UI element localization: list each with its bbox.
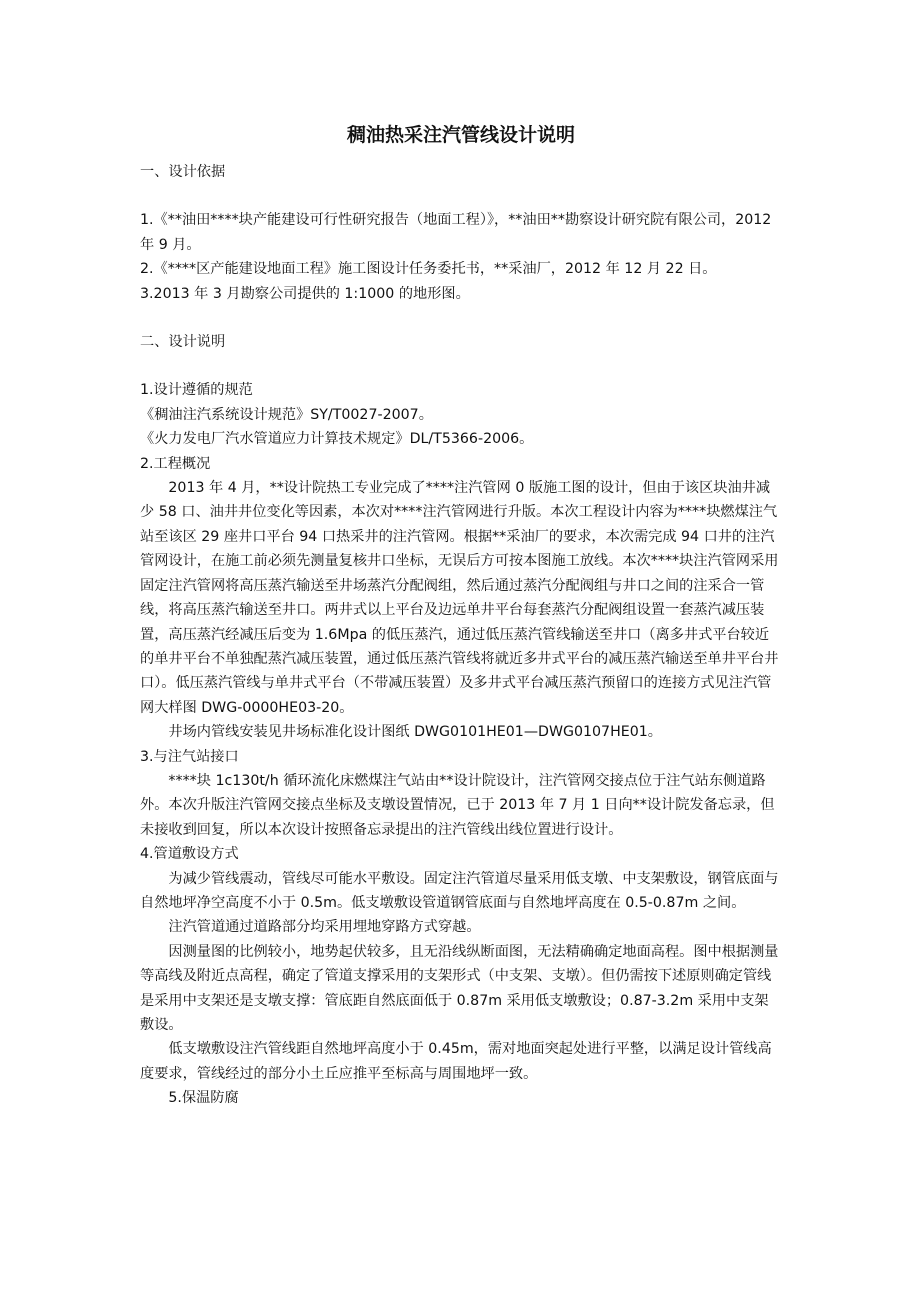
laying-paragraph-2: 注汽管道通过道路部分均采用埋地穿路方式穿越。	[168, 919, 481, 936]
subsection-heading-overview: 2.工程概况	[140, 455, 211, 472]
document-body	[140, 120, 782, 1111]
section-heading-description: 二、设计说明	[140, 334, 226, 351]
subsection-heading-insulation: 5.保温防腐	[168, 1090, 239, 1107]
laying-paragraph-3: 因测量图的比例较小，地势起伏较多，且无沿线纵断面图，无法精确确定地面高程。图中根据测量等高线及附近点高程，确定了管道支撑采用的支架形式（中支架、支墩）。但仍需按下述原则确定管线是采用中支架还是支墩支撑：管底距自然底面低于 0.87m 采用低支墩敷设；0.87-3.2m 采用中支架敷设。	[140, 943, 779, 1033]
spacer	[140, 306, 782, 330]
basis-item-1: 1.《**油田****块产能建设可行性研究报告（地面工程）》，**油田**勘察设计研究院有限公司，2012 年 9 月。	[140, 212, 772, 253]
overview-paragraph-2: 井场内管线安装见井场标准化设计图纸 DWG0101HE01—DWG0107HE01。	[168, 724, 662, 741]
spacer	[140, 354, 782, 378]
subsection-heading-laying: 4.管道敷设方式	[140, 846, 239, 863]
basis-item-2: 2.《****区产能建设地面工程》施工图设计任务委托书，**采油厂，2012 年 12 月 22 日。	[140, 261, 717, 278]
interface-paragraph-1: ****块 1c130t/h 循环流化床燃煤注气站由**设计院设计，注汽管网交接点位于注气站东侧道路外。本次升版注汽管网交接点坐标及支墩设置情况，已于 2013 年 7 月 1 日向**设计院发备忘录，但未接收到回复，所以本次设计按照备忘录提出的注汽管线出线位置进行设计。	[140, 772, 775, 838]
laying-paragraph-1: 为减少管线震动，管线尽可能水平敷设。固定注汽管道尽量采用低支墩、中支架敷设，钢管底面与自然地坪净空高度不小于 0.5m。低支墩敷设管道钢管底面与自然地坪高度在 0.5-0.87m 之间。	[140, 870, 779, 911]
subsection-heading-standards: 1.设计遵循的规范	[140, 382, 253, 399]
laying-paragraph-4: 低支墩敷设注汽管线距自然地坪高度小于 0.45m，需对地面突起处进行平整，以满足设计管线高度要求，管线经过的部分小土丘应推平至标高与周围地坪一致。	[140, 1041, 772, 1082]
subsection-heading-interface: 3.与注气站接口	[140, 748, 239, 765]
section-heading-basis: 一、设计依据	[140, 164, 226, 180]
overview-paragraph-1: 2013 年 4 月，**设计院热工专业完成了****注汽管网 0 版施工图的设计，但由于该区块油井减少 58 口、油井井位变化等因素，本次对****注汽管网进行升版。本次工程设计内容为****块燃煤注气站至该区 29 座井口平台 94 口热采井的注汽管网。根据**采油厂的要求，本次需完成 94 口井的注汽管网设计，在施工前必须先测量复核井口坐标，无误后方可按本图施工放线。本次****块注汽管网采用固定注汽管网将高压蒸汽输送至井场蒸汽分配阀组，然后通过蒸汽分配阀组与井口之间的注采合一管线，将高压蒸汽输送至井口。两井式以上平台及边远单井平台每套蒸汽分配阀组设置一套蒸汽减压装置，高压蒸汽经减压后变为 1.6Mpa 的低压蒸汽，通过低压蒸汽管线输送至井口（离多井式平台较近的单井平台不单独配蒸汽减压装置，通过低压蒸汽管线将就近多井式平台的减压蒸汽输送至单井平台井口）。低压蒸汽管线与单井式平台（不带减压装置）及多井式平台减压蒸汽预留口的连接方式见注汽管网大样图 DWG-0000HE03-20。	[140, 480, 779, 716]
basis-item-3: 3.2013 年 3 月勘察公司提供的 1:1000 的地形图。	[140, 285, 470, 302]
standard-item-1: 《稠油注汽系统设计规范》SY/T0027-2007。	[140, 406, 433, 423]
document-title: 稠油热采注汽管线设计说明	[346, 124, 575, 146]
spacer	[140, 184, 782, 208]
standard-item-2: 《火力发电厂汽水管道应力计算技术规定》DL/T5366-2006。	[140, 431, 534, 448]
